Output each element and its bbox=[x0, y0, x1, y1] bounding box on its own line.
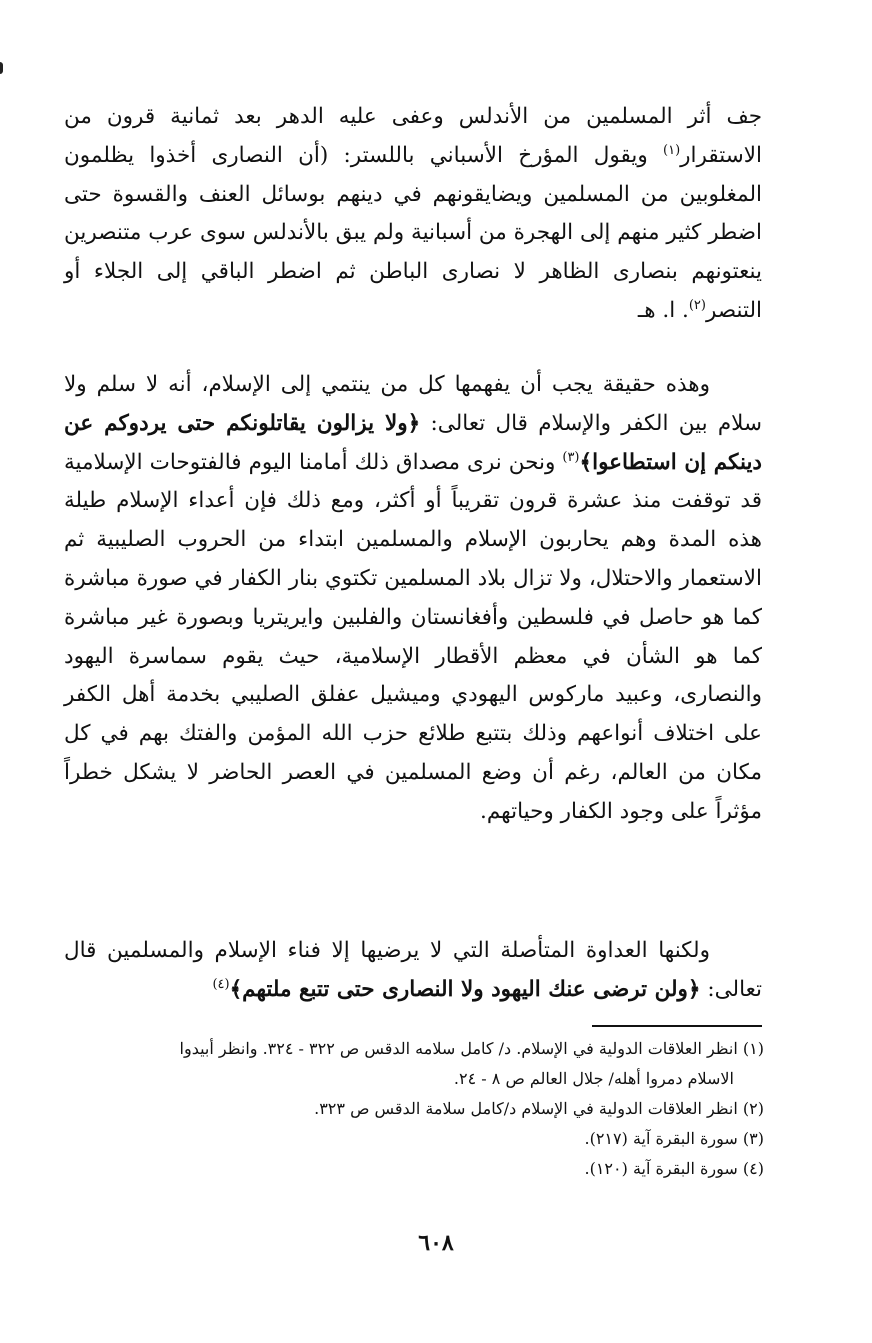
footnote-4: (٤) سورة البقرة آية (١٢٠). bbox=[584, 1159, 764, 1178]
paragraph-2 bbox=[64, 366, 762, 832]
paragraph-1-text-c: . ا. هـ bbox=[637, 297, 689, 323]
footnote-divider bbox=[592, 1025, 762, 1027]
footnote-1: (١) انظر العلاقات الدولية في الإسلام. د/ كامل سلامه الدقس ص ٣٢٢ - ٣٢٤. وانظر أبيدوا bbox=[179, 1039, 764, 1058]
footnotes bbox=[64, 1034, 764, 1184]
footnote-2: (٢) انظر العلاقات الدولية في الإسلام د/كامل سلامة الدقس ص ٣٢٣. bbox=[314, 1099, 764, 1118]
body-text bbox=[64, 98, 762, 331]
footnote-ref-1: (١) bbox=[663, 142, 681, 158]
footnote-ref-4: (٤) bbox=[212, 976, 230, 992]
footnote-1-continued: الاسلام دمروا أهله/ جلال العالم ص ٨ - ٢٤. bbox=[453, 1069, 734, 1088]
paragraph-1-text-b: ويقول المؤرخ الأسباني باللستر: (أن النصارى أخذوا يظلمون المغلوبين من المسلمين ويضايقونهم في دينهم بوسائل العنف والقسوة حتى اضطر كثير منهم إلى الهجرة من أسبانية ولم يبق بالأندلس سوى عرب متنصرين ينعتونهم بنصارى الظاهر لا نصارى الباطن ثم اضطر الباقي إلى الجلاء أو التنصر bbox=[64, 142, 762, 323]
paragraph-1-text-a: جف أثر المسلمين من الأندلس وعفى عليه الدهر بعد ثمانية قرون من الاستقرار bbox=[64, 104, 762, 168]
scan-edge-mark bbox=[0, 62, 3, 74]
paragraph-1 bbox=[64, 98, 762, 331]
paragraph-3-text: ولكنها العداوة المتأصلة التي لا يرضيها إلا فناء الإسلام والمسلمين قال تعالى: bbox=[64, 938, 762, 1002]
body-text-3 bbox=[64, 932, 762, 1010]
footnote-ref-3: (٣) bbox=[562, 449, 580, 465]
paragraph-2-text-a: وهذه حقيقة يجب أن يفهمها كل من ينتمي إلى الإسلام، أنه لا سلم ولا سلام بين الكفر والإسلام قال تعالى: bbox=[64, 372, 762, 436]
body-text-2 bbox=[64, 366, 762, 832]
quran-quote-1: ﴿ولا يزالون يقاتلونكم حتى يردوكم عن دينكم إن استطاعوا﴾ bbox=[64, 410, 762, 475]
paragraph-3 bbox=[64, 932, 762, 1010]
footnote-ref-2: (٢) bbox=[688, 297, 706, 313]
paragraph-2-text-b: ونحن نرى مصداق ذلك أمامنا اليوم فالفتوحات الإسلامية قد توقفت منذ عشرة قرون تقريباً أو أكثر، ومع ذلك فإن أعداء الإسلام طيلة هذه المدة وهم يحاربون الإسلام والمسلمين ابتداء من الحروب الصليبية ثم الاستعمار والاحتلال، ولا تزال بلاد المسلمين تكتوي بنار الكفار في صورة مباشرة كما هو حاصل في فلسطين وأفغانستان والفلبين وايريتريا وبصورة غير مباشرة كما هو الشأن في معظم الأقطار الإسلامية، حيث يقوم سماسرة اليهود والنصارى، وعبيد ماركوس اليهودي وميشيل عفلق الصليبي بخدمة أهل الكفر على اختلاف أنواعهم وذلك بتتبع طلائع حزب الله المؤمن والفتك بهم في كل مكان من العالم، رغم أن وضع المسلمين في العصر الحاضر لا يشكل خطراً مؤثراً على وجود الكفار وحياتهم. bbox=[64, 449, 762, 824]
quran-quote-2: ﴿ولن ترضى عنك اليهود ولا النصارى حتى تتبع ملتهم﴾ bbox=[229, 976, 701, 1002]
page-number: ٦٠٨ bbox=[418, 1230, 454, 1256]
footnote-3: (٣) سورة البقرة آية (٢١٧). bbox=[584, 1129, 764, 1148]
